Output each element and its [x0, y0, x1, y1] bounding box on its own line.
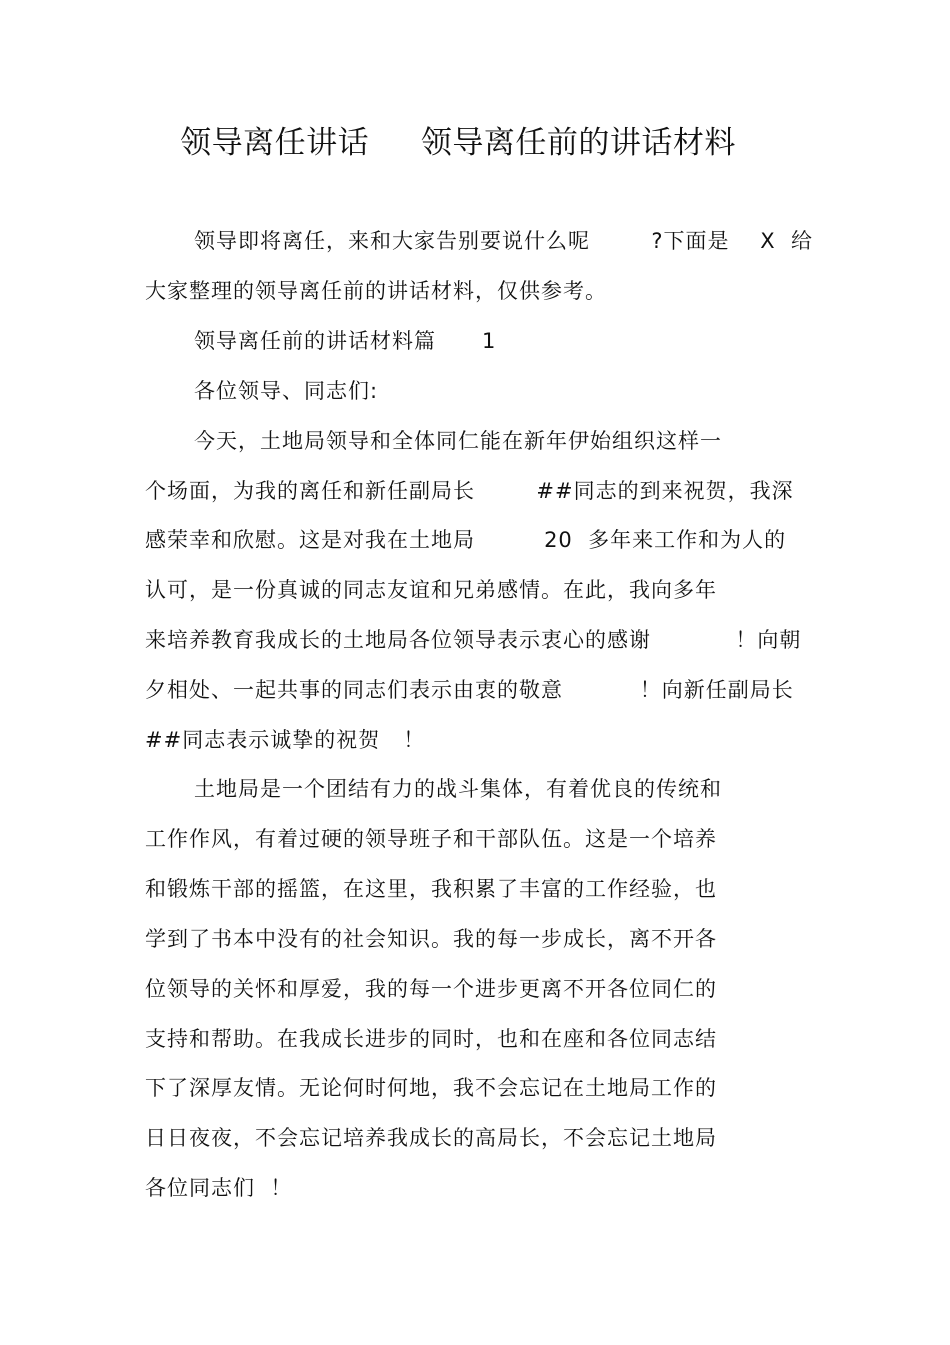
paragraph-line: 大家整理的领导离任前的讲话材料，仅供参考。 [145, 279, 607, 303]
paragraph-line: 和锻炼干部的摇篮，在这里，我积累了丰富的工作经验，也 [145, 877, 717, 901]
paragraph-line: 今天，土地局领导和全体同仁能在新年伊始组织这样一 [194, 429, 722, 453]
section-heading: 领导离任前的讲话材料篇 1 [194, 329, 497, 353]
paragraph-line: ##同志表示诚挚的祝贺 ！ [145, 728, 426, 752]
paragraph-line: 来培养教育我成长的土地局各位领导表示衷心的感谢 ！向朝 [145, 628, 802, 652]
paragraph-line: 夕相处、一起共事的同志们表示由衷的敬意 ！向新任副局长 [145, 678, 794, 702]
paragraph-line: 感荣幸和欣慰。这是对我在土地局 20 多年来工作和为人的 [145, 528, 787, 552]
paragraph-line: 日日夜夜，不会忘记培养我成长的高局长，不会忘记土地局 [145, 1126, 717, 1150]
paragraph-line: 学到了书本中没有的社会知识。我的每一步成长，离不开各 [145, 927, 717, 951]
paragraph-line: 各位同志们 ！ [145, 1176, 293, 1200]
paragraph-line: 位领导的关怀和厚爱，我的每一个进步更离不开各位同仁的 [145, 977, 717, 1001]
paragraph-line: 工作作风，有着过硬的领导班子和干部队伍。这是一个培养 [145, 827, 717, 851]
paragraph-line: 支持和帮助。在我成长进步的同时，也和在座和各位同志结 [145, 1027, 717, 1051]
paragraph-line: 土地局是一个团结有力的战斗集体，有着优良的传统和 [194, 777, 722, 801]
paragraph-line: 领导即将离任，来和大家告别要说什么呢 ?下面是 X 给 [194, 229, 813, 253]
salutation: 各位领导、同志们: [194, 379, 379, 403]
paragraph-line: 下了深厚友情。无论何时何地，我不会忘记在土地局工作的 [145, 1076, 717, 1100]
paragraph-line: 认可，是一份真诚的同志友谊和兄弟感情。在此，我向多年 [145, 578, 717, 602]
paragraph-line: 个场面，为我的离任和新任副局长 ##同志的到来祝贺，我深 [145, 479, 794, 503]
document-title: 领导离任讲话 领导离任前的讲话材料 [180, 125, 736, 161]
